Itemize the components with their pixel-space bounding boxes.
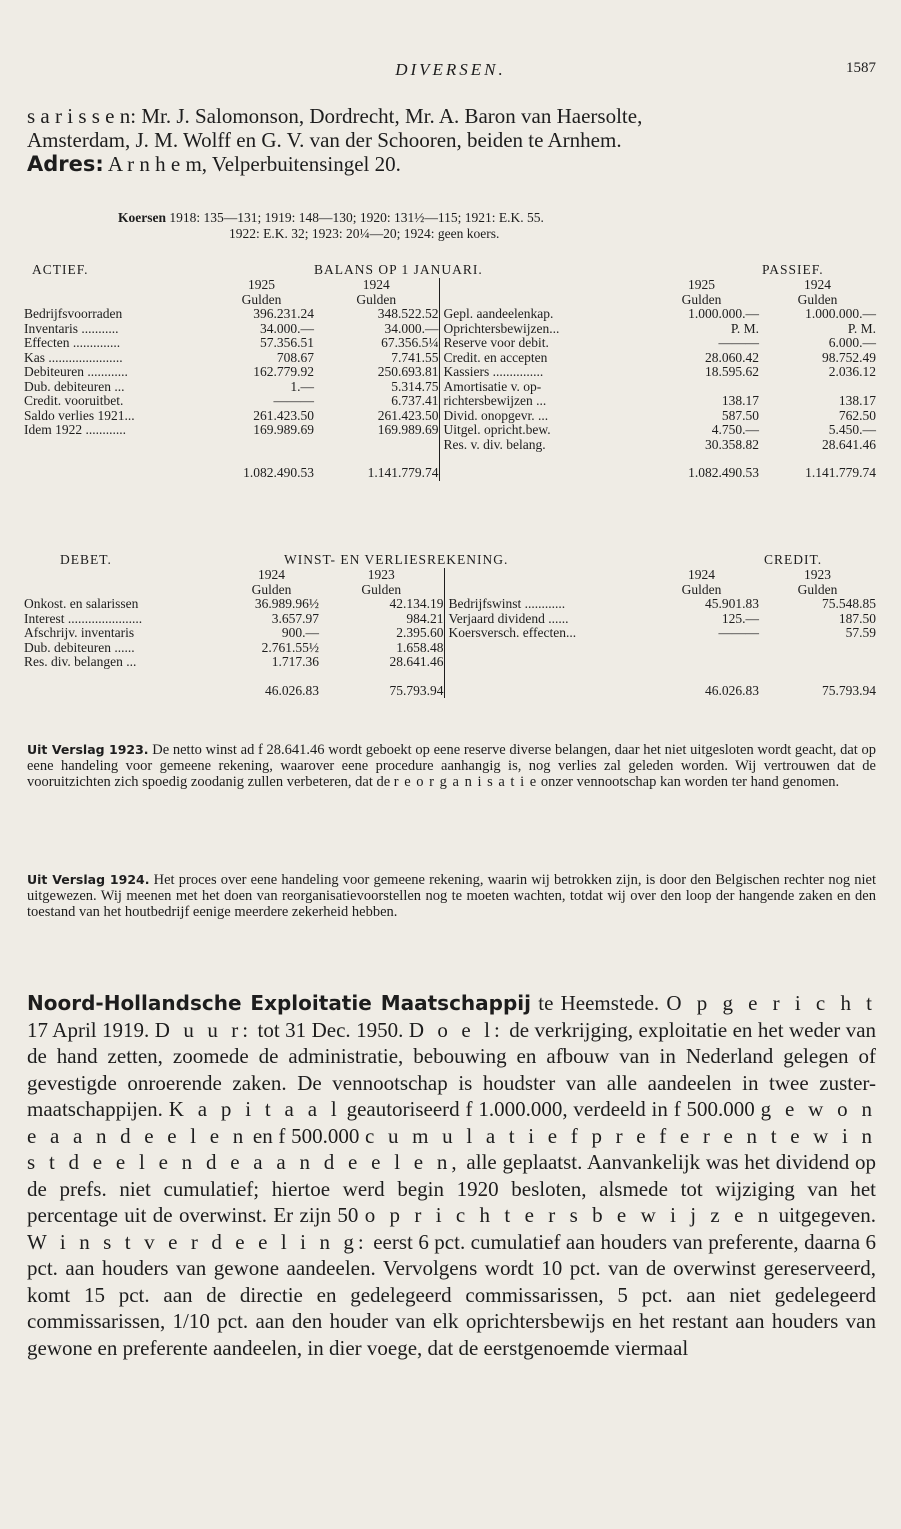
total-credit-1924: 46.026.83 bbox=[705, 682, 759, 698]
duur-value: tot 31 Dec. 1950. bbox=[257, 1017, 404, 1042]
winst-unit-row bbox=[24, 583, 876, 598]
passief-value-1924: 28.641.46 bbox=[822, 436, 876, 452]
kapitaal-en: en f 500.000 bbox=[252, 1123, 360, 1148]
table-row bbox=[24, 307, 876, 322]
adres-street: Velperbuitensingel 20. bbox=[211, 152, 401, 176]
total-debet-1924: 46.026.83 bbox=[265, 682, 319, 698]
actief-label: Debiteuren ............ bbox=[24, 364, 128, 379]
blank-cell bbox=[24, 278, 209, 293]
blank-cell bbox=[759, 452, 876, 466]
actief-value-1925: 708.67 bbox=[276, 349, 314, 365]
unit-header: Gulden bbox=[681, 291, 722, 307]
year-header: 1925 bbox=[248, 277, 275, 292]
cumulatief-aandeelen: c u m u l a t i e f p r e f e r e n t e w i n s t d e e l e n d e a a n d e e l e n, bbox=[27, 1123, 877, 1174]
table-row bbox=[24, 655, 876, 670]
actief-value-1924: 6.737.41 bbox=[391, 393, 439, 408]
actief-label: Kas ...................... bbox=[24, 349, 123, 365]
adres-city: A r n h e m, bbox=[107, 152, 208, 176]
blank-cell bbox=[24, 452, 209, 466]
verslag-1924-text: Het proces over eene handeling voor gemeene rekening, waarin wij betrokken zijn, is door den Belgischen rechter nog niet uitgewezen. Wij meenen met het doen van reorganisatievoorstellen nog te moeten wachten, totdat wij over den loop der hangende zaken en den toestand van het houtbedrijf eenige meerdere zekerheid hebben. bbox=[27, 872, 876, 920]
company-name: Noord-Hollandsche Exploitatie Maatschappij bbox=[27, 991, 532, 1015]
blank-cell bbox=[439, 466, 644, 481]
credit-value-1924: ——— bbox=[718, 625, 759, 640]
kapitaal-text: geautoriseerd f 1.000.000, verdeeld in f 500.000 bbox=[346, 1097, 755, 1121]
credit-label: Koersversch. effecten... bbox=[444, 626, 644, 641]
unit-header: Gulden bbox=[361, 581, 402, 597]
passief-label: Reserve voor debit. bbox=[439, 336, 644, 351]
table-row bbox=[24, 380, 876, 395]
blank-cell bbox=[24, 684, 224, 699]
verslag-1923-text: De netto winst ad f 28.641.46 wordt geboekt op eene reserve diverse belangen, daar het niet uitgesloten wordt geacht, dat op eene handeling voor gemeene rekening, waarover eene procedure aanhangig is, nog verlies zal geleden worden. Wij vertrouwen dat de vooruitzichten zich spoedig zoodanig zullen verbeteren, dat de bbox=[27, 742, 877, 790]
balans-section bbox=[24, 262, 876, 481]
passief-value-1925: P. M. bbox=[730, 320, 759, 336]
adres-label: Adres: bbox=[27, 152, 104, 176]
actief-label: Inventaris ........... bbox=[24, 320, 119, 336]
verslag-1923-label: Uit Verslag 1923. bbox=[27, 742, 149, 757]
spacer-row bbox=[24, 452, 876, 466]
actief-label: Dub. debiteuren ... bbox=[24, 378, 125, 394]
passief-label: Kassiers ............... bbox=[439, 365, 644, 380]
opgericht-date: 17 April 1919. bbox=[27, 1017, 150, 1042]
actief-value-1924: 34.000.— bbox=[384, 320, 439, 336]
debet-value-1923: 42.134.19 bbox=[389, 596, 444, 611]
passief-label: Gepl. aandeelenkap. bbox=[439, 307, 644, 322]
actief-label: Saldo verlies 1921... bbox=[24, 407, 135, 423]
kapitaal-label: K a p i t a a l bbox=[168, 1097, 341, 1121]
unit-header: Gulden bbox=[241, 291, 282, 307]
blank-cell bbox=[319, 670, 444, 684]
debet-value-1923: 2.395.60 bbox=[396, 625, 444, 640]
total-debet-1923: 75.793.94 bbox=[389, 682, 444, 698]
unit-header: Gulden bbox=[797, 291, 838, 307]
debet-label: Interest ...................... bbox=[24, 610, 143, 626]
uitgegeven: uitgegeven. bbox=[778, 1203, 876, 1227]
total-passief-1925: 1.082.490.53 bbox=[688, 465, 759, 480]
blank-cell bbox=[224, 670, 319, 684]
winst-title: WINST- EN VERLIESREKENING. bbox=[284, 552, 509, 567]
passief-value-1925: 587.50 bbox=[721, 407, 759, 423]
passief-value-1924: P. M. bbox=[847, 320, 876, 336]
passief-value-1924: 6.000.— bbox=[828, 335, 876, 350]
blank-cell bbox=[24, 670, 224, 684]
balans-total-row bbox=[24, 466, 876, 481]
unit-header: Gulden bbox=[356, 291, 397, 307]
debet-label: Onkost. en salarissen bbox=[24, 596, 139, 611]
credit-value-1923 bbox=[759, 641, 876, 656]
actief-value-1925 bbox=[209, 438, 314, 453]
actief-value-1925: 396.231.24 bbox=[253, 306, 314, 321]
blank-cell bbox=[444, 583, 644, 598]
actief-label: Idem 1922 ............ bbox=[24, 422, 126, 437]
actief-value-1925: 1.— bbox=[290, 378, 314, 394]
passief-label: Amortisatie v. op- bbox=[439, 380, 644, 395]
passief-value-1925: 138.17 bbox=[721, 393, 759, 408]
passief-value-1924: 138.17 bbox=[838, 393, 876, 408]
winst-table bbox=[24, 568, 876, 698]
passief-heading: PASSIEF. bbox=[762, 262, 824, 277]
balans-year-row bbox=[24, 278, 876, 293]
total-actief-1925: 1.082.490.53 bbox=[243, 465, 314, 480]
passief-value-1924: 762.50 bbox=[838, 407, 876, 423]
table-row bbox=[24, 438, 876, 453]
actief-value-1924: 250.693.81 bbox=[377, 364, 439, 379]
blank-cell bbox=[209, 452, 314, 466]
verslag-1924 bbox=[27, 872, 876, 920]
unit-header: Gulden bbox=[251, 581, 292, 597]
doel-text: de verkrijging, exploitatie en het weder van de hand zetten, zoomede de administratie, bebouwing en afbouw van in Nederland gelegen of gevestigde onroerende zaken. De vennootschap is houdster van alle aandeelen in twee zuster-maatschappijen. bbox=[27, 1017, 877, 1121]
passief-value-1925 bbox=[644, 380, 759, 395]
year-header: 1923 bbox=[367, 567, 395, 582]
blank-cell bbox=[24, 568, 224, 583]
actief-value-1925: ——— bbox=[273, 393, 314, 408]
debet-value-1924: 1.717.36 bbox=[271, 654, 319, 669]
winst-year-row bbox=[24, 568, 876, 583]
table-row bbox=[24, 365, 876, 380]
year-header: 1924 bbox=[362, 277, 390, 292]
table-row bbox=[24, 351, 876, 366]
actief-value-1925: 34.000.— bbox=[260, 320, 314, 336]
year-header: 1925 bbox=[688, 277, 715, 292]
debet-value-1924: 900.— bbox=[281, 625, 319, 640]
debet-label: Dub. debiteuren ...... bbox=[24, 639, 135, 655]
actief-value-1924: 7.741.55 bbox=[391, 349, 439, 365]
credit-value-1923: 75.548.85 bbox=[822, 596, 876, 611]
passief-value-1925: ——— bbox=[718, 335, 759, 350]
passief-value-1925: 28.060.42 bbox=[705, 349, 759, 365]
balans-table bbox=[24, 278, 876, 481]
total-credit-1923: 75.793.94 bbox=[822, 682, 876, 698]
intro bbox=[27, 104, 875, 176]
verslag-1924-label: Uit Verslag 1924. bbox=[27, 872, 150, 887]
table-row bbox=[24, 597, 876, 612]
credit-value-1923 bbox=[759, 655, 876, 670]
actief-label bbox=[24, 438, 209, 453]
credit-value-1924 bbox=[644, 655, 759, 670]
table-row bbox=[24, 641, 876, 656]
debet-value-1924: 2.761.55½ bbox=[261, 639, 319, 655]
debet-label: Afschrijv. inventaris bbox=[24, 625, 135, 640]
verslag-1923-text-end: onzer vennootschap kan worden ter hand genomen. bbox=[540, 774, 840, 790]
passief-label: Oprichtersbewijzen... bbox=[439, 322, 644, 337]
passief-label: richtersbewijzen ... bbox=[439, 394, 644, 409]
credit-value-1924: 125.— bbox=[721, 610, 759, 626]
page-number: 1587 bbox=[846, 60, 876, 76]
actief-value-1925: 57.356.51 bbox=[260, 335, 314, 350]
credit-value-1923: 187.50 bbox=[838, 610, 876, 626]
passief-value-1924: 5.450.— bbox=[828, 422, 876, 437]
table-row bbox=[24, 394, 876, 409]
actief-value-1924: 5.314.75 bbox=[391, 378, 439, 394]
year-header: 1924 bbox=[258, 567, 285, 582]
blank-cell bbox=[439, 452, 644, 466]
gewone-aandeelen: g e w o n e a a n d e e l e n bbox=[27, 1097, 876, 1148]
total-passief-1924: 1.141.779.74 bbox=[805, 465, 876, 480]
blank-cell bbox=[759, 670, 876, 684]
year-header: 1924 bbox=[804, 277, 831, 292]
actief-value-1924 bbox=[314, 438, 439, 453]
spacer-row bbox=[24, 670, 876, 684]
passief-value-1924: 1.000.000.— bbox=[805, 306, 876, 321]
passief-label: Uitgel. opricht.bew. bbox=[439, 423, 644, 438]
verslag-1923 bbox=[27, 742, 876, 790]
passief-value-1925: 18.595.62 bbox=[705, 364, 759, 379]
company-location: te Heemstede. bbox=[538, 991, 660, 1015]
oprichtersbewijzen: o p r i c h t e r s b e w i j z e n bbox=[364, 1203, 773, 1227]
actief-label: Credit. vooruitbet. bbox=[24, 393, 124, 408]
winstverdeeling-text: eerst 6 pct. cumulatief aan houders van preferente, daarna 6 pct. aan houders van gewone aandeelen. Vervolgens wordt 10 pct. van de overwinst gereserveerd, komt 15 pct. aan de directie en gedelegeerd commissarissen, 5 pct. aan niet gedelegeerd commissarissen, 1/10 pct. aan den houder van elk oprichtersbewijs en het restant aan houders van gewone en preferente aandeelen, in dier voege, dat de eerstgenoemde viermaal bbox=[27, 1229, 876, 1360]
passief-label: Divid. onopgevr. ... bbox=[439, 409, 644, 424]
koersen-line-2: 1922: E.K. 32; 1923: 20¼—20; 1924: geen koers. bbox=[229, 226, 500, 241]
credit-label bbox=[444, 641, 644, 656]
actief-value-1925: 261.423.50 bbox=[253, 407, 314, 423]
unit-header: Gulden bbox=[797, 581, 838, 597]
debet-heading: DEBET. bbox=[60, 552, 112, 567]
blank-cell bbox=[644, 670, 759, 684]
blank-cell bbox=[644, 452, 759, 466]
blank-cell bbox=[24, 293, 209, 308]
geplaatst-text: alle geplaatst. Aanvankelijk was het dividend op de prefs. niet cumulatief; hiertoe werd begin 1920 besloten, alsmede tot wijziging van het percentage uit de overwinst. Er zijn 50 bbox=[27, 1150, 877, 1227]
credit-value-1923: 57.59 bbox=[845, 625, 876, 640]
table-row bbox=[24, 322, 876, 337]
debet-value-1923: 984.21 bbox=[406, 610, 444, 626]
debet-value-1924: 3.657.97 bbox=[271, 610, 319, 626]
actief-value-1924: 169.989.69 bbox=[377, 422, 439, 437]
balans-unit-row bbox=[24, 293, 876, 308]
actief-value-1925: 162.779.92 bbox=[253, 364, 314, 379]
duur-label: D u u r: bbox=[154, 1017, 253, 1042]
passief-value-1924: 2.036.12 bbox=[828, 364, 876, 379]
passief-label: Res. v. div. belang. bbox=[439, 438, 644, 453]
debet-value-1923: 1.658.48 bbox=[396, 639, 444, 655]
actief-heading: ACTIEF. bbox=[32, 262, 89, 277]
intro-line-2: Amsterdam, J. M. Wolff en G. V. van der Schooren, beiden te Arnhem. bbox=[27, 128, 622, 152]
table-row bbox=[24, 409, 876, 424]
actief-label: Effecten .............. bbox=[24, 335, 121, 350]
blank-cell bbox=[314, 452, 439, 466]
table-row bbox=[24, 626, 876, 641]
table-row bbox=[24, 423, 876, 438]
koersen-line-1: 1918: 135—131; 1919: 148—130; 1920: 131½—115; 1921: E.K. 55. bbox=[169, 210, 544, 225]
intro-line-1: s a r i s s e n: Mr. J. Salomonson, Dordrecht, Mr. A. Baron van Haersolte, bbox=[27, 104, 643, 128]
adres-line bbox=[27, 152, 875, 176]
running-title: DIVERSEN. bbox=[395, 60, 506, 79]
blank-cell bbox=[444, 670, 644, 684]
verslag-1923-spaced: r e o r g a n i s a t i e bbox=[393, 774, 538, 790]
actief-value-1924: 261.423.50 bbox=[377, 407, 439, 423]
year-header: 1924 bbox=[688, 567, 715, 582]
actief-label: Bedrijfsvoorraden bbox=[24, 306, 123, 321]
koersen-label: Koersen bbox=[118, 210, 166, 225]
passief-label: Credit. en accepten bbox=[439, 351, 644, 366]
blank-cell bbox=[444, 684, 644, 699]
year-header: 1923 bbox=[804, 567, 831, 582]
winst-section bbox=[24, 552, 876, 698]
winstverdeeling-label: W i n s t v e r d e e l i n g: bbox=[27, 1229, 368, 1254]
debet-value-1924: 36.989.96½ bbox=[254, 596, 319, 611]
balans-title: BALANS OP 1 JANUARI. bbox=[314, 262, 483, 277]
credit-label: Verjaard dividend ...... bbox=[444, 612, 644, 627]
passief-value-1925: 1.000.000.— bbox=[688, 306, 759, 321]
doel-label: D o e l: bbox=[408, 1017, 504, 1042]
blank-cell bbox=[444, 568, 644, 583]
actief-value-1924: 67.356.5¼ bbox=[381, 335, 439, 350]
actief-value-1925: 169.989.69 bbox=[253, 422, 314, 437]
blank-cell bbox=[24, 466, 209, 481]
total-actief-1924: 1.141.779.74 bbox=[367, 465, 439, 480]
credit-heading: CREDIT. bbox=[764, 552, 823, 567]
opgericht-label: O p g e r i c h t bbox=[666, 991, 877, 1015]
credit-value-1924 bbox=[644, 641, 759, 656]
debet-label: Res. div. belangen ... bbox=[24, 654, 137, 669]
passief-value-1925: 4.750.— bbox=[711, 422, 759, 437]
passief-value-1924 bbox=[759, 380, 876, 395]
company-entry bbox=[27, 990, 876, 1361]
winst-total-row bbox=[24, 684, 876, 699]
passief-value-1924: 98.752.49 bbox=[822, 349, 876, 365]
unit-header: Gulden bbox=[681, 581, 722, 597]
koersen bbox=[118, 210, 544, 242]
debet-value-1923: 28.641.46 bbox=[389, 654, 444, 669]
table-row bbox=[24, 612, 876, 627]
actief-value-1924: 348.522.52 bbox=[377, 306, 439, 321]
blank-cell bbox=[24, 583, 224, 598]
passief-value-1925: 30.358.82 bbox=[705, 436, 759, 452]
table-row bbox=[24, 336, 876, 351]
blank-cell bbox=[439, 278, 644, 293]
blank-cell bbox=[439, 293, 644, 308]
credit-label: Bedrijfswinst ............ bbox=[444, 597, 644, 612]
credit-label bbox=[444, 655, 644, 670]
credit-value-1924: 45.901.83 bbox=[705, 596, 759, 611]
